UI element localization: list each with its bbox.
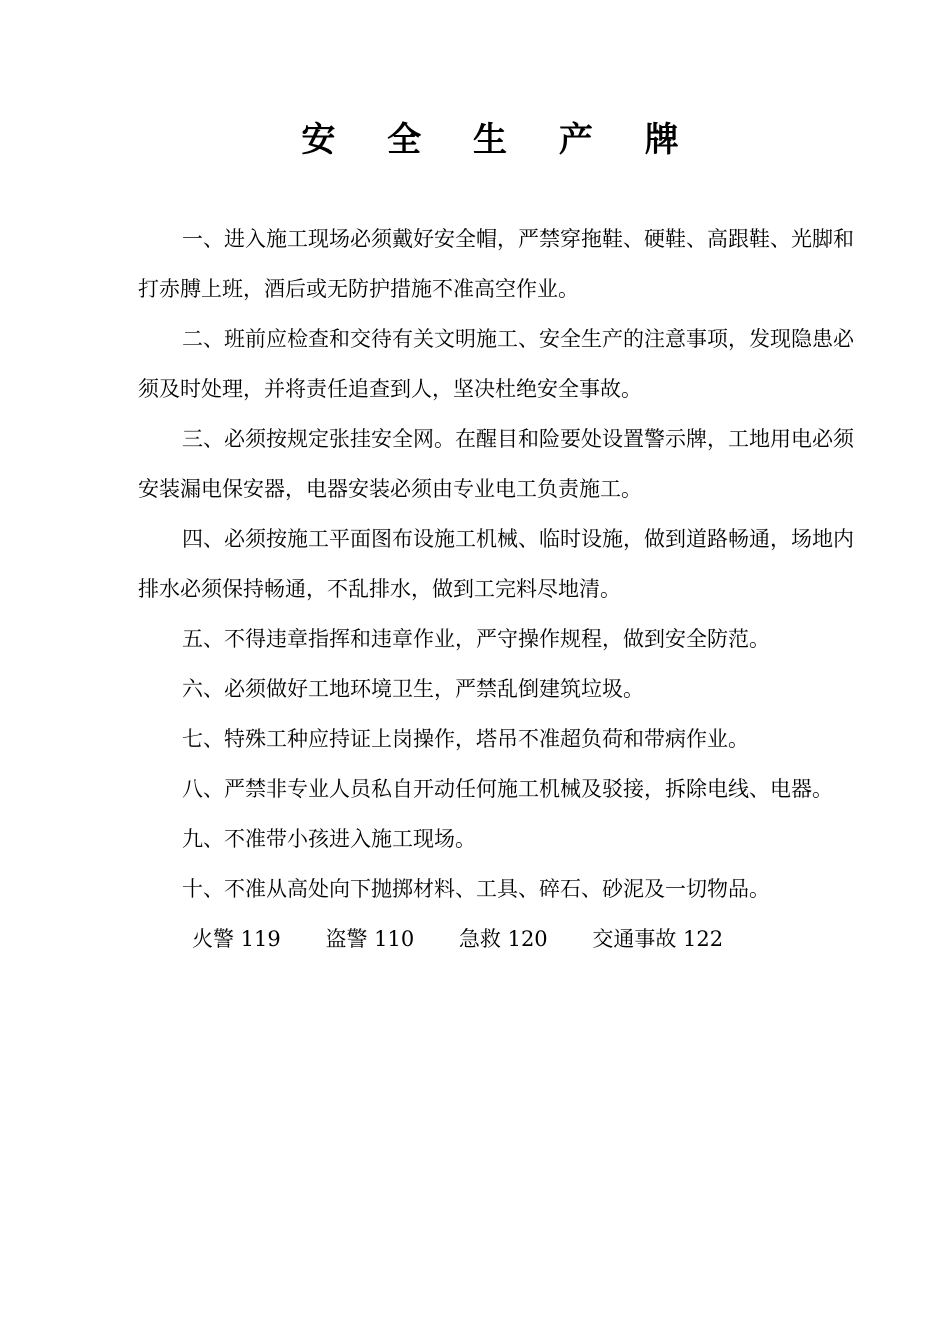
hotline-traffic: 交通事故 122 [592, 927, 724, 951]
rule-9: 九、不准带小孩进入施工现场。 [182, 827, 476, 851]
hotline-fire: 火警 119 [192, 927, 281, 951]
rule-6: 六、必须做好工地环境卫生，严禁乱倒建筑垃圾。 [182, 677, 644, 701]
rules-list [138, 214, 862, 964]
rule-7: 七、特殊工种应持证上岗操作，塔吊不准超负荷和带病作业。 [182, 727, 749, 751]
rule-1: 一、进入施工现场必须戴好安全帽，严禁穿拖鞋、硬鞋、高跟鞋、光脚和打赤膊上班，酒后或无防护措施不准高空作业。 [138, 227, 854, 301]
rule-10: 十、不准从高处向下抛掷材料、工具、碎石、砂泥及一切物品。 [182, 877, 770, 901]
emergency-hotlines [138, 914, 862, 964]
page-title: 安 全 生 产 牌 [301, 120, 699, 160]
rule-2: 二、班前应检查和交待有关文明施工、安全生产的注意事项，发现隐患必须及时处理，并将责任追查到人，坚决杜绝安全事故。 [138, 327, 854, 401]
rule-8: 八、严禁非专业人员私自开动任何施工机械及驳接，拆除电线、电器。 [182, 777, 833, 801]
rule-4: 四、必须按施工平面图布设施工机械、临时设施，做到道路畅通，场地内排水必须保持畅通，不乱排水，做到工完料尽地清。 [138, 527, 854, 601]
rule-3: 三、必须按规定张挂安全网。在醒目和险要处设置警示牌，工地用电必须安装漏电保安器，电器安装必须由专业电工负责施工。 [138, 427, 854, 501]
hotline-police: 盗警 110 [325, 927, 415, 951]
rule-5: 五、不得违章指挥和违章作业，严守操作规程，做到安全防范。 [182, 627, 770, 651]
hotline-ambulance: 急救 120 [458, 927, 548, 951]
